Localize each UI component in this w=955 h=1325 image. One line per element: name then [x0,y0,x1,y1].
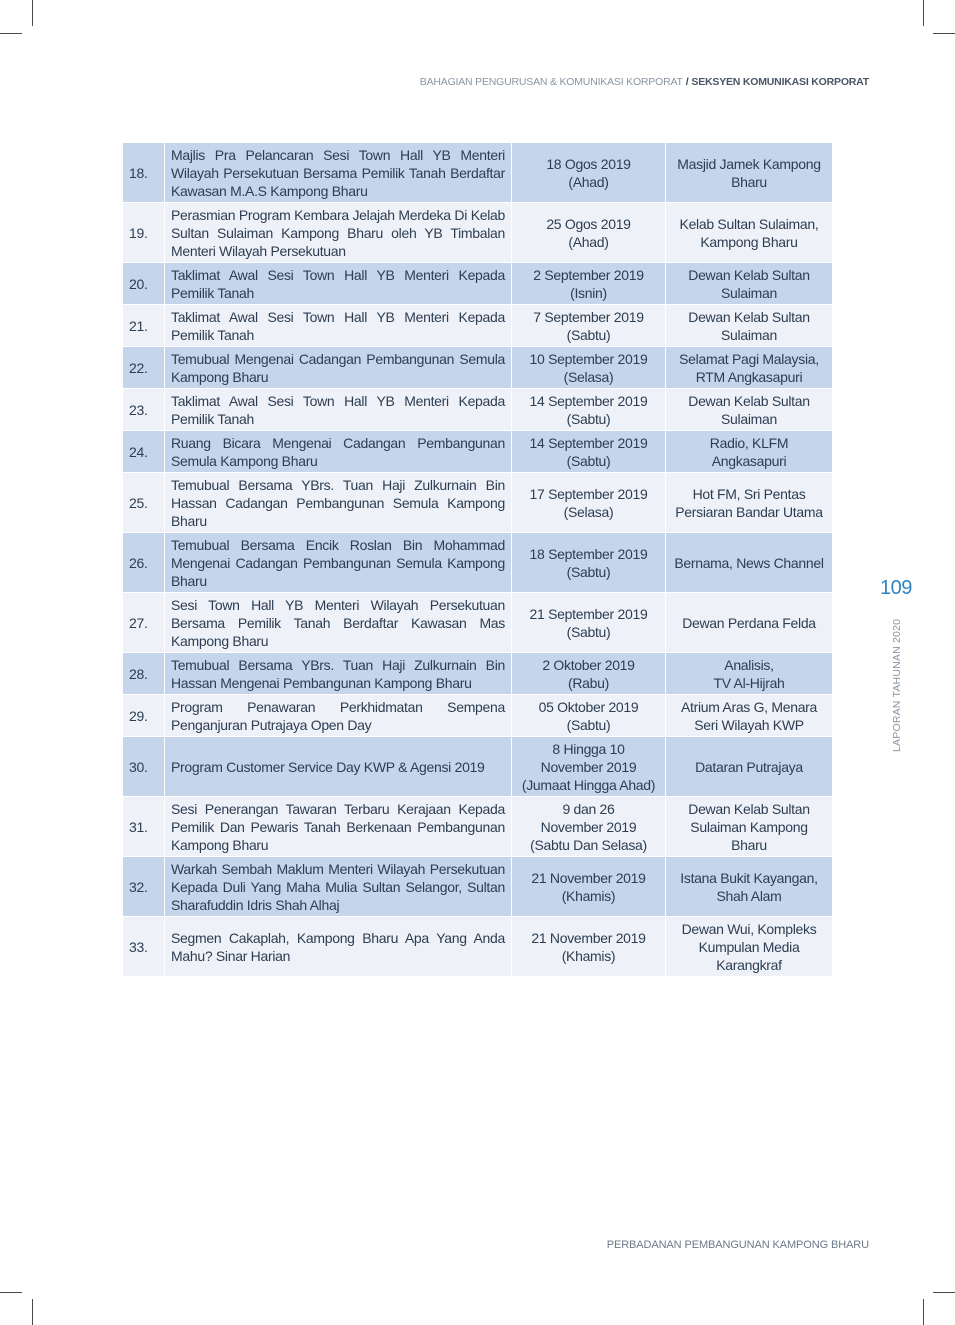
program-cell: Temubual Mengenai Cadangan Pembangunan Semula Kampong Bharu [165,347,512,389]
table-row [123,203,833,263]
location-cell: Selamat Pagi Malaysia, RTM Angkasapuri [666,347,833,389]
location-cell: Istana Bukit Kayangan, Shah Alam [666,857,833,917]
table-row [123,431,833,473]
table-row [123,305,833,347]
crop-mark [32,0,33,26]
program-cell: Program Penawaran Perkhidmatan Sempena Penganjuran Putrajaya Open Day [165,695,512,737]
table-row [123,473,833,533]
location-cell: Bernama, News Channel [666,533,833,593]
location-cell: Radio, KLFM Angkasapuri [666,431,833,473]
crop-mark [933,1292,955,1293]
header-department: BAHAGIAN PENGURUSAN & KOMUNIKASI KORPORAT [419,76,683,88]
events-table [122,142,833,977]
table-row [123,737,833,797]
row-number: 21. [123,305,165,347]
table-row [123,263,833,305]
crop-mark [0,1292,22,1293]
location-cell: Dewan Kelab Sultan Sulaiman Kampong Bharu [666,797,833,857]
date-cell: 25 Ogos 2019 (Ahad) [512,203,666,263]
row-number: 27. [123,593,165,653]
program-cell: Temubual Bersama Encik Roslan Bin Mohammad Mengenai Cadangan Pembangunan Semula Kampong Bharu [165,533,512,593]
location-cell: Dewan Kelab Sultan Sulaiman [666,305,833,347]
row-number: 23. [123,389,165,431]
row-number: 29. [123,695,165,737]
date-cell: 05 Oktober 2019 (Sabtu) [512,695,666,737]
location-cell: Dataran Putrajaya [666,737,833,797]
table-row [123,347,833,389]
row-number: 22. [123,347,165,389]
row-number: 19. [123,203,165,263]
program-cell: Temubual Bersama YBrs. Tuan Haji Zulkurnain Bin Hassan Cadangan Pembangunan Semula Kampong Bharu [165,473,512,533]
header-separator: / [685,76,689,88]
footer: PERBADANAN PEMBANGUNAN KAMPONG BHARU [606,1239,869,1251]
table-row [123,695,833,737]
location-cell: Hot FM, Sri Pentas Persiaran Bandar Utama [666,473,833,533]
program-cell: Taklimat Awal Sesi Town Hall YB Menteri Kepada Pemilik Tanah [165,389,512,431]
row-number: 20. [123,263,165,305]
program-cell: Segmen Cakaplah, Kampong Bharu Apa Yang Anda Mahu? Sinar Harian [165,917,512,977]
program-cell: Perasmian Program Kembara Jelajah Merdeka Di Kelab Sultan Sulaiman Kampong Bharu oleh YB Timbalan Menteri Wilayah Persekutuan [165,203,512,263]
program-cell: Sesi Penerangan Tawaran Terbaru Kerajaan Kepada Pemilik Dan Pewaris Tanah Berkenaan Pembangunan Kampong Bharu [165,797,512,857]
table-row [123,143,833,203]
date-cell: 18 Ogos 2019 (Ahad) [512,143,666,203]
program-cell: Program Customer Service Day KWP & Agensi 2019 [165,737,512,797]
program-cell: Ruang Bicara Mengenai Cadangan Pembangunan Semula Kampong Bharu [165,431,512,473]
location-cell: Analisis, TV Al-Hijrah [666,653,833,695]
crop-mark [923,0,924,26]
location-cell: Atrium Aras G, Menara Seri Wilayah KWP [666,695,833,737]
date-cell: 14 September 2019 (Sabtu) [512,389,666,431]
program-cell: Temubual Bersama YBrs. Tuan Haji Zulkurnain Bin Hassan Mengenai Pembangunan Kampong Bharu [165,653,512,695]
row-number: 28. [123,653,165,695]
date-cell: 2 September 2019 (Isnin) [512,263,666,305]
table-row [123,533,833,593]
program-cell: Taklimat Awal Sesi Town Hall YB Menteri Kepada Pemilik Tanah [165,305,512,347]
row-number: 32. [123,857,165,917]
table-row [123,593,833,653]
table-row [123,389,833,431]
date-cell: 21 November 2019 (Khamis) [512,917,666,977]
row-number: 30. [123,737,165,797]
program-cell: Sesi Town Hall YB Menteri Wilayah Persekutuan Bersama Pemilik Tanah Berdaftar Kawasan Mas Kampong Bharu [165,593,512,653]
crop-mark [923,1299,924,1325]
program-cell: Majlis Pra Pelancaran Sesi Town Hall YB Menteri Wilayah Persekutuan Bersama Pemilik Tanah Berdaftar Kawasan M.A.S Kampong Bharu [165,143,512,203]
date-cell: 8 Hingga 10 November 2019 (Jumaat Hingga Ahad) [512,737,666,797]
row-number: 18. [123,143,165,203]
date-cell: 17 September 2019 (Selasa) [512,473,666,533]
row-number: 26. [123,533,165,593]
row-number: 24. [123,431,165,473]
crop-mark [0,33,22,34]
row-number: 25. [123,473,165,533]
row-number: 31. [123,797,165,857]
table-row [123,857,833,917]
crop-mark [933,33,955,34]
location-cell: Masjid Jamek Kampong Bharu [666,143,833,203]
date-cell: 14 September 2019 (Sabtu) [512,431,666,473]
location-cell: Dewan Wui, Kompleks Kumpulan Media Karangkraf [666,917,833,977]
date-cell: 21 November 2019 (Khamis) [512,857,666,917]
location-cell: Dewan Kelab Sultan Sulaiman [666,263,833,305]
date-cell: 21 September 2019 (Sabtu) [512,593,666,653]
table-row [123,653,833,695]
header-section: SEKSYEN KOMUNIKASI KORPORAT [691,76,869,88]
table-row [123,917,833,977]
date-cell: 10 September 2019 (Selasa) [512,347,666,389]
events-table-body [123,143,833,977]
side-label: LAPORAN TAHUNAN 2020 [891,618,903,752]
program-cell: Warkah Sembah Maklum Menteri Wilayah Persekutuan Kepada Duli Yang Maha Mulia Sultan Selangor, Sultan Sharafuddin Idris Shah Alhaj [165,857,512,917]
date-cell: 7 September 2019 (Sabtu) [512,305,666,347]
location-cell: Dewan Kelab Sultan Sulaiman [666,389,833,431]
date-cell: 2 Oktober 2019 (Rabu) [512,653,666,695]
date-cell: 9 dan 26 November 2019 (Sabtu Dan Selasa) [512,797,666,857]
location-cell: Kelab Sultan Sulaiman, Kampong Bharu [666,203,833,263]
program-cell: Taklimat Awal Sesi Town Hall YB Menteri Kepada Pemilik Tanah [165,263,512,305]
running-header [420,76,869,88]
page-number: 109 [880,577,912,599]
crop-mark [32,1299,33,1325]
row-number: 33. [123,917,165,977]
table-row [123,797,833,857]
date-cell: 18 September 2019 (Sabtu) [512,533,666,593]
location-cell: Dewan Perdana Felda [666,593,833,653]
